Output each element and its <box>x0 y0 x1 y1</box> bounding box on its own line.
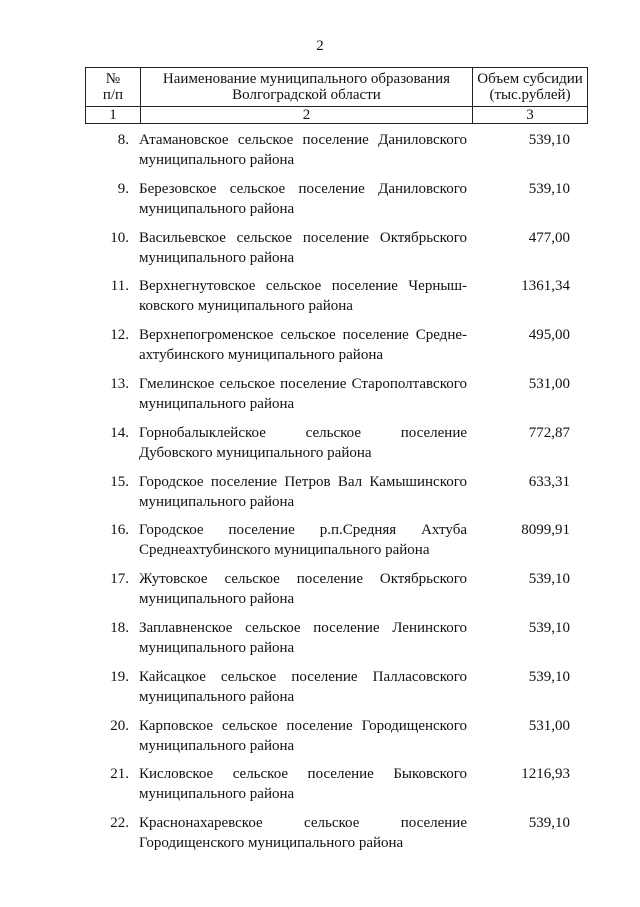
subsidy-amount: 539,10 <box>528 132 570 148</box>
table-row <box>85 472 588 521</box>
municipality-name <box>137 618 467 667</box>
municipality-name-line1: Городское поселение р.п.Средняя Ахтуба <box>139 522 467 539</box>
row-number: 10. <box>110 229 129 246</box>
table-row <box>85 764 588 813</box>
municipality-name-line2: муниципального района <box>139 737 295 754</box>
municipality-name <box>137 228 467 277</box>
subsidy-amount: 539,10 <box>528 619 570 636</box>
column-index-2: 2 <box>140 107 472 124</box>
municipality-name-line2: муниципального района <box>139 639 295 656</box>
row-number: 12. <box>110 327 129 344</box>
subsidy-amount: 633,31 <box>528 473 570 490</box>
municipality-name-line1: Жутовское сельское поселение Октябрьского <box>139 571 467 588</box>
subsidy-amount: 477,00 <box>528 229 570 246</box>
municipality-name-line2: ковского муниципального района <box>139 298 353 315</box>
table-row <box>85 716 588 765</box>
subsidy-amount: 495,00 <box>528 327 570 344</box>
table-row <box>85 618 588 667</box>
row-number: 14. <box>110 424 129 441</box>
municipality-name-line2: муниципального района <box>139 152 295 168</box>
table-row <box>85 423 588 472</box>
municipality-name <box>137 130 467 179</box>
municipality-name-line2: муниципального района <box>139 591 295 608</box>
municipality-name-line2: Городищенского муниципального района <box>139 835 404 852</box>
table-row <box>85 374 588 423</box>
row-number: 11. <box>110 278 129 295</box>
municipality-name <box>137 276 467 325</box>
municipality-name-line1: Гмелинское сельское поселение Старополтавского <box>139 375 467 392</box>
subsidy-amount: 1216,93 <box>521 766 570 783</box>
table-row <box>85 228 588 277</box>
table-row <box>85 813 588 862</box>
row-number: 21. <box>110 766 129 783</box>
municipality-name <box>137 569 467 618</box>
municipality-name-line2: ахтубинского муниципального района <box>139 347 384 364</box>
municipality-name <box>137 472 467 521</box>
municipality-name <box>137 520 467 569</box>
header-row <box>86 68 588 107</box>
table-row <box>85 667 588 716</box>
subsidy-table-header <box>85 67 588 124</box>
column-index-1: 1 <box>86 107 141 124</box>
municipality-name-line1: Кайсацкое сельское поселение Палласовского <box>139 668 467 685</box>
municipality-name-line1: Заплавненское сельское поселение Ленинского <box>139 619 467 636</box>
row-number: 18. <box>110 619 129 636</box>
municipality-name-line1: Городское поселение Петров Вал Камышинского <box>139 473 467 490</box>
subsidy-amount: 539,10 <box>528 571 570 588</box>
municipality-name-line1: Верхнегнутовское сельское поселение Черныш- <box>139 278 467 295</box>
header-name <box>140 68 472 107</box>
municipality-name-line2: муниципального района <box>139 395 295 412</box>
municipality-name-line1: Березовское сельское поселение Даниловского <box>139 180 467 197</box>
row-number: 22. <box>110 815 129 832</box>
municipality-name-line1: Горнобалыклейское сельское поселение <box>139 424 467 441</box>
row-number: 13. <box>110 375 129 392</box>
column-index-3: 3 <box>473 107 588 124</box>
header-amount-line1: Объем субсидии <box>477 71 583 87</box>
header-number-line2: п/п <box>102 87 124 103</box>
row-number: 8. <box>117 132 129 148</box>
subsidy-amount: 1361,34 <box>521 278 570 295</box>
municipality-name-line1: Атамановское сельское поселение Даниловского <box>139 132 467 148</box>
subsidy-amount: 531,00 <box>528 375 570 392</box>
table-row <box>85 276 588 325</box>
municipality-name-line2: муниципального района <box>139 688 295 705</box>
column-index-row <box>86 107 588 124</box>
subsidy-amount: 772,87 <box>528 424 570 441</box>
header-name-line1: Наименование муниципального образования <box>162 71 451 87</box>
row-number: 19. <box>110 668 129 685</box>
municipality-name-line1: Верхнепогроменское сельское поселение Средне- <box>139 327 467 344</box>
municipality-name <box>137 179 467 228</box>
municipality-name-line2: Среднеахтубинского муниципального района <box>139 542 430 559</box>
subsidy-amount: 539,10 <box>528 668 570 685</box>
table-row <box>85 569 588 618</box>
subsidy-amount: 539,10 <box>528 180 570 197</box>
header-amount-line2: (тыс.рублей) <box>489 87 571 103</box>
row-number: 15. <box>110 473 129 490</box>
header-amount <box>473 68 588 107</box>
header-number-line1: № <box>105 71 121 87</box>
municipality-name <box>137 423 467 472</box>
table-row <box>85 179 588 228</box>
municipality-name-line2: муниципального района <box>139 200 295 217</box>
municipality-name <box>137 325 467 374</box>
row-number: 9. <box>117 180 129 197</box>
subsidy-rows <box>85 130 588 862</box>
municipality-name-line2: Дубовского муниципального района <box>139 444 372 461</box>
table-row <box>85 130 588 179</box>
page-number: 2 <box>316 38 324 54</box>
subsidy-amount: 539,10 <box>528 815 570 832</box>
municipality-name-line2: муниципального района <box>139 249 295 266</box>
table-row <box>85 325 588 374</box>
table-row <box>85 520 588 569</box>
row-number: 20. <box>110 717 129 734</box>
municipality-name-line1: Карповское сельское поселение Городищенского <box>139 717 467 734</box>
row-number: 16. <box>110 522 129 539</box>
subsidy-amount: 531,00 <box>528 717 570 734</box>
municipality-name <box>137 764 467 813</box>
header-name-line2: Волгоградской области <box>232 87 381 103</box>
municipality-name-line2: муниципального района <box>139 786 295 803</box>
municipality-name <box>137 716 467 765</box>
municipality-name <box>137 813 467 862</box>
header-number <box>86 68 141 107</box>
municipality-name <box>137 667 467 716</box>
municipality-name-line1: Кисловское сельское поселение Быковского <box>139 766 467 783</box>
municipality-name-line2: муниципального района <box>139 493 295 510</box>
municipality-name-line1: Васильевское сельское поселение Октябрьского <box>139 229 467 246</box>
municipality-name-line1: Краснонахаревское сельское поселение <box>139 815 467 832</box>
municipality-name <box>137 374 467 423</box>
row-number: 17. <box>110 571 129 588</box>
subsidy-amount: 8099,91 <box>521 522 570 539</box>
